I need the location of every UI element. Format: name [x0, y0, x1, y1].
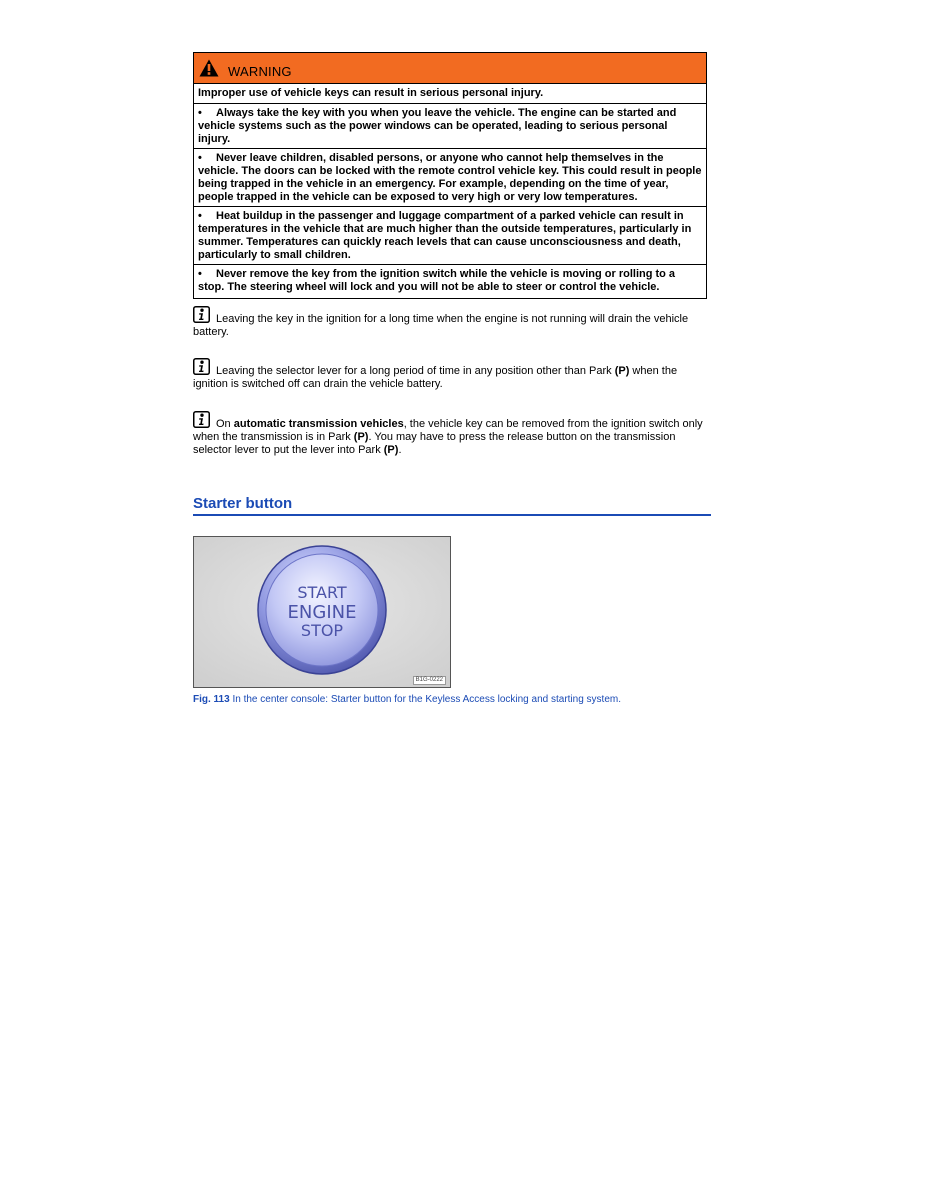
bullet: • — [198, 210, 202, 222]
warning-header — [194, 53, 706, 84]
warning-item-text: Always take the key with you when you leave the vehicle. The engine can be started and vehicle systems such as the power windows can be operated, leading to serious personal injury. — [198, 107, 677, 145]
caption-text: In the center console: Starter button for the Keyless Access locking and starting system. — [229, 694, 621, 705]
warning-body — [194, 84, 706, 298]
info-icon — [193, 306, 210, 323]
figure-caption — [193, 694, 711, 706]
bullet: • — [198, 152, 202, 164]
button-label-start: START — [297, 583, 347, 602]
section-title: Starter button — [193, 495, 711, 516]
starter-button-illustration — [194, 537, 450, 687]
note-text: Leaving the selector lever for a long period of time in any position other than Park — [216, 365, 615, 377]
warning-intro: Improper use of vehicle keys can result in serious personal injury. — [194, 87, 706, 104]
warning-item-text: Never remove the key from the ignition switch while the vehicle is moving or rolling to a stop. The steering wheel will lock and you will not be able to steer or control the vehicle. — [198, 268, 676, 293]
warning-item — [194, 104, 706, 149]
warning-title: WARNING — [228, 63, 292, 79]
note-bold: (P) — [614, 365, 630, 377]
note-text: . — [398, 444, 402, 456]
warning-item-text: Never leave children, disabled persons, or anyone who cannot help themselves in the vehicle. The doors can be locked with the remote control vehicle key. This could result in people being trapped in the vehicle in an emergency. For example, depending on the time of year, people trapped in the vehicle can be exposed to very high or very low temperatures. — [198, 152, 702, 203]
note-text: Leaving the key in the ignition for a long time when the engine is not running will drain the vehicle battery. — [193, 313, 689, 338]
info-note-selector-lever — [193, 358, 711, 391]
bullet: • — [198, 107, 202, 119]
note-text: . You may have to press the release button on the transmission selector lever to put the lever into Park — [193, 431, 676, 456]
note-text: when the ignition is switched off can drain the vehicle battery. — [193, 365, 678, 390]
note-bold: (P) — [383, 444, 399, 456]
warning-item — [194, 265, 706, 296]
info-icon — [193, 358, 210, 375]
info-note-automatic-transmission — [193, 411, 711, 457]
note-text: , the vehicle key can be removed from the ignition switch only when the transmission is in Park — [193, 418, 703, 443]
button-label-engine: ENGINE — [287, 602, 357, 623]
starter-button-figure — [193, 536, 451, 688]
figure-label: Fig. 113 — [193, 694, 230, 705]
warning-box — [193, 52, 707, 299]
warning-item — [194, 149, 706, 207]
note-bold: automatic transmission vehicles — [233, 418, 404, 430]
bullet: • — [198, 268, 202, 280]
figure-code: B1G-0222 — [413, 676, 446, 685]
info-note-battery — [193, 306, 711, 339]
warning-item-text: Heat buildup in the passenger and luggage compartment of a parked vehicle can result in temperatures in the vehicle that are much higher than the outside temperatures, particularly in summer. Temperatures can quickly reach levels that can cause unconsciousness and death, particularly to small children. — [198, 210, 692, 261]
warning-triangle-icon — [199, 59, 219, 77]
info-icon — [193, 411, 210, 428]
note-bold: (P) — [353, 431, 369, 443]
button-label-stop: STOP — [300, 621, 344, 640]
warning-item — [194, 207, 706, 265]
note-text: On — [216, 418, 234, 430]
